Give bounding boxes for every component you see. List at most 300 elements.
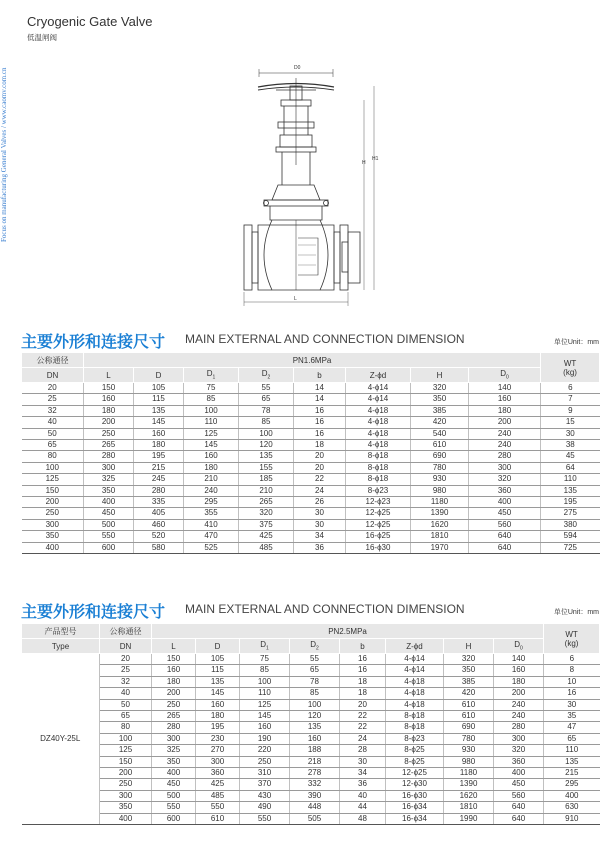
table-cell: 30	[294, 508, 346, 519]
table-cell: 16	[294, 405, 346, 416]
table-cell: 200	[469, 417, 541, 428]
table-cell: 550	[152, 802, 196, 813]
table-cell: 525	[184, 542, 239, 553]
col-d0: $D_0$	[494, 639, 544, 654]
pn-header: PN1.6MPa	[84, 353, 541, 368]
table-cell: 325	[152, 745, 196, 756]
table-cell: 4-ϕ18	[346, 417, 411, 428]
table-cell: 6	[544, 654, 600, 665]
table-cell: 105	[134, 383, 184, 394]
table-cell: 44	[340, 802, 386, 813]
table-cell: 8-ϕ23	[386, 733, 444, 744]
table-cell: 195	[541, 497, 600, 508]
table-cell: 460	[134, 519, 184, 530]
col-l: L	[84, 368, 134, 383]
table-cell: 320	[239, 508, 294, 519]
col-d: D	[196, 639, 240, 654]
table-cell: 75	[240, 654, 290, 665]
table-cell: 135	[544, 756, 600, 767]
table-cell: 100	[290, 699, 340, 710]
col-d0: $D_0$	[469, 368, 541, 383]
table-cell: 240	[469, 428, 541, 439]
table-cell: 16	[294, 428, 346, 439]
table-cell: 110	[184, 417, 239, 428]
table-cell: 55	[290, 654, 340, 665]
table-cell: 34	[294, 531, 346, 542]
dn-en-header: DN	[100, 639, 152, 654]
h-label: H	[362, 160, 366, 166]
table-cell: 4-ϕ18	[386, 699, 444, 710]
table-cell: 265	[239, 497, 294, 508]
table-cell: 180	[184, 462, 239, 473]
table-cell: 16	[294, 417, 346, 428]
table-cell: 320	[469, 474, 541, 485]
table-cell: 490	[240, 802, 290, 813]
table-cell: 245	[134, 474, 184, 485]
table-cell: 420	[411, 417, 469, 428]
table-cell: 240	[184, 485, 239, 496]
table-cell: 8-ϕ18	[386, 722, 444, 733]
table-cell: 300	[196, 756, 240, 767]
table-cell: 40	[100, 688, 152, 699]
table-cell: 278	[290, 768, 340, 779]
table-cell: 78	[239, 405, 294, 416]
table-cell: 335	[134, 497, 184, 508]
table-cell: 180	[134, 440, 184, 451]
table-cell: 215	[134, 462, 184, 473]
table-cell: 145	[240, 711, 290, 722]
table-cell: 160	[240, 722, 290, 733]
dimension-table-pn25	[21, 623, 600, 825]
table-cell: 580	[134, 542, 184, 553]
table-cell: 85	[290, 688, 340, 699]
table-cell: 180	[152, 676, 196, 687]
table-cell: 690	[411, 451, 469, 462]
table-cell: 1970	[411, 542, 469, 553]
table-cell: 150	[22, 485, 84, 496]
table-cell: 600	[152, 813, 196, 824]
table-cell: 350	[22, 531, 84, 542]
table-cell: 36	[340, 779, 386, 790]
table-cell: 450	[152, 779, 196, 790]
table-cell: 100	[240, 676, 290, 687]
table-cell: 448	[290, 802, 340, 813]
col-d: D	[134, 368, 184, 383]
table-cell: 115	[134, 394, 184, 405]
table-cell: 320	[494, 745, 544, 756]
table-row	[22, 665, 600, 676]
type-cell: DZ40Y-25L	[22, 654, 100, 825]
table-cell: 450	[84, 508, 134, 519]
table-cell: 240	[469, 440, 541, 451]
table-cell: 350	[152, 756, 196, 767]
table-cell: 400	[152, 768, 196, 779]
table-cell: 1620	[444, 790, 494, 801]
table-cell: 20	[340, 699, 386, 710]
table-row	[22, 722, 600, 733]
table-row	[22, 711, 600, 722]
table-cell: 980	[444, 756, 494, 767]
table-cell: 430	[240, 790, 290, 801]
table-cell: 100	[239, 428, 294, 439]
table-cell: 630	[544, 802, 600, 813]
table-cell: 35	[544, 711, 600, 722]
table-cell: 200	[152, 688, 196, 699]
table-cell: 14	[294, 383, 346, 394]
table-cell: 295	[544, 779, 600, 790]
table-cell: 120	[239, 440, 294, 451]
col-z: Z-ϕd	[346, 368, 411, 383]
table-cell: 930	[444, 745, 494, 756]
table-cell: 560	[469, 519, 541, 530]
table-cell: 125	[22, 474, 84, 485]
table-row	[22, 474, 600, 485]
table-cell: 425	[196, 779, 240, 790]
table-cell: 40	[340, 790, 386, 801]
table-cell: 910	[544, 813, 600, 824]
table-cell: 4-ϕ18	[346, 440, 411, 451]
table-cell: 540	[411, 428, 469, 439]
table-cell: 210	[184, 474, 239, 485]
table-cell: 22	[294, 474, 346, 485]
table-row	[22, 756, 600, 767]
table-row	[22, 768, 600, 779]
table-cell: 280	[494, 722, 544, 733]
col-h: H	[411, 368, 469, 383]
table-cell: 385	[411, 405, 469, 416]
table-cell: 250	[240, 756, 290, 767]
table-cell: 38	[541, 440, 600, 451]
table-cell: 135	[290, 722, 340, 733]
table-cell: 450	[469, 508, 541, 519]
table-cell: 300	[469, 462, 541, 473]
table-cell: 110	[541, 474, 600, 485]
table-cell: 250	[22, 508, 84, 519]
table-cell: 160	[134, 428, 184, 439]
table-row	[22, 451, 600, 462]
table-cell: 7	[541, 394, 600, 405]
table-cell: 12-ϕ23	[346, 497, 411, 508]
table-cell: 25	[22, 394, 84, 405]
table-cell: 24	[294, 485, 346, 496]
table-cell: 320	[444, 654, 494, 665]
table-cell: 125	[240, 699, 290, 710]
section-title-cn: 主要外形和连接尺寸	[21, 332, 166, 351]
table-cell: 265	[152, 711, 196, 722]
table-cell: 560	[494, 790, 544, 801]
table-cell: 180	[196, 711, 240, 722]
table-cell: 20	[22, 383, 84, 394]
wt-header: WT (kg)	[541, 353, 600, 383]
table-cell: 230	[196, 733, 240, 744]
table-cell: 4-ϕ14	[386, 665, 444, 676]
table-cell: 8-ϕ18	[386, 711, 444, 722]
table-cell: 485	[196, 790, 240, 801]
h1-label: H1	[372, 156, 379, 162]
table-cell: 295	[184, 497, 239, 508]
table-cell: 350	[100, 802, 152, 813]
table-cell: 110	[544, 745, 600, 756]
table-cell: 8-ϕ23	[346, 485, 411, 496]
table-cell: 200	[100, 768, 152, 779]
table-cell: 4-ϕ18	[346, 405, 411, 416]
table-cell: 375	[239, 519, 294, 530]
table-cell: 690	[444, 722, 494, 733]
dimension-table-pn16	[21, 352, 600, 554]
page-title: Cryogenic Gate Valve	[27, 14, 153, 29]
dn-en-header: DN	[22, 368, 84, 383]
table-cell: 780	[444, 733, 494, 744]
table-cell: 75	[184, 383, 239, 394]
col-b: b	[340, 639, 386, 654]
table-cell: 250	[100, 779, 152, 790]
table-cell: 300	[22, 519, 84, 530]
table-cell: 100	[22, 462, 84, 473]
table-cell: 200	[22, 497, 84, 508]
table-cell: 218	[290, 756, 340, 767]
table-row	[22, 383, 600, 394]
table-cell: 360	[196, 768, 240, 779]
table-cell: 270	[196, 745, 240, 756]
table-cell: 64	[541, 462, 600, 473]
table-cell: 195	[134, 451, 184, 462]
table-cell: 28	[340, 745, 386, 756]
table-cell: 410	[184, 519, 239, 530]
table-row	[22, 394, 600, 405]
table-row	[22, 440, 600, 451]
table-row	[22, 428, 600, 439]
table-cell: 18	[340, 676, 386, 687]
table-row	[22, 745, 600, 756]
col-d1: $D_1$	[184, 368, 239, 383]
table-cell: 47	[544, 722, 600, 733]
table-cell: 65	[290, 665, 340, 676]
table-cell: 36	[294, 542, 346, 553]
table-row	[22, 485, 600, 496]
table-cell: 550	[196, 802, 240, 813]
table-cell: 300	[494, 733, 544, 744]
table-cell: 190	[240, 733, 290, 744]
table-cell: 355	[184, 508, 239, 519]
table-cell: 150	[84, 383, 134, 394]
table-cell: 8-ϕ25	[386, 756, 444, 767]
col-d2: $D_2$	[290, 639, 340, 654]
table-cell: 780	[411, 462, 469, 473]
col-b: b	[294, 368, 346, 383]
side-watermark: Focus on manufacturing General Valves / www.caomv.com.cn	[0, 67, 8, 243]
table-cell: 32	[100, 676, 152, 687]
page-subtitle: 低温闸阀	[27, 33, 57, 42]
table-cell: 20	[294, 451, 346, 462]
section-title-en: MAIN EXTERNAL AND CONNECTION DIMENSION	[185, 602, 465, 616]
section-title-cn: 主要外形和连接尺寸	[21, 602, 166, 621]
table-cell: 160	[494, 665, 544, 676]
table-cell: 610	[411, 440, 469, 451]
table-cell: 500	[152, 790, 196, 801]
table-cell: 180	[494, 676, 544, 687]
table-cell: 280	[134, 485, 184, 496]
table-cell: 30	[541, 428, 600, 439]
table-cell: 1180	[411, 497, 469, 508]
table-cell: 30	[340, 756, 386, 767]
table-row	[22, 508, 600, 519]
table-cell: 80	[22, 451, 84, 462]
table-cell: 1990	[444, 813, 494, 824]
table-cell: 135	[239, 451, 294, 462]
wt-header: WT (kg)	[544, 624, 600, 654]
table-cell: 160	[152, 665, 196, 676]
table-cell: 520	[134, 531, 184, 542]
table-cell: 30	[294, 519, 346, 530]
table-row	[22, 519, 600, 530]
table-cell: 105	[196, 654, 240, 665]
table-cell: 1180	[444, 768, 494, 779]
table-cell: 65	[22, 440, 84, 451]
table-cell: 240	[494, 699, 544, 710]
table-cell: 32	[22, 405, 84, 416]
table-cell: 85	[240, 665, 290, 676]
col-d2: $D_2$	[239, 368, 294, 383]
table-cell: 16-ϕ34	[386, 802, 444, 813]
table-row	[22, 790, 600, 801]
table-cell: 12-ϕ30	[386, 779, 444, 790]
table-cell: 145	[134, 417, 184, 428]
table-cell: 160	[290, 733, 340, 744]
table-cell: 200	[494, 688, 544, 699]
table-cell: 1390	[444, 779, 494, 790]
table-cell: 280	[469, 451, 541, 462]
table-cell: 550	[84, 531, 134, 542]
dn-header: 公称通径	[100, 624, 152, 639]
table-cell: 14	[294, 394, 346, 405]
table-cell: 16-ϕ25	[346, 531, 411, 542]
table-cell: 65	[544, 733, 600, 744]
table-cell: 188	[290, 745, 340, 756]
table-cell: 16	[340, 654, 386, 665]
table-cell: 45	[541, 451, 600, 462]
table-cell: 150	[152, 654, 196, 665]
table-cell: 640	[494, 813, 544, 824]
table-row	[22, 699, 600, 710]
table-cell: 300	[100, 790, 152, 801]
table-cell: 8-ϕ18	[346, 451, 411, 462]
table-cell: 610	[444, 711, 494, 722]
table-cell: 135	[196, 676, 240, 687]
table-cell: 980	[411, 485, 469, 496]
table-cell: 4-ϕ18	[346, 428, 411, 439]
table-cell: 15	[541, 417, 600, 428]
table-cell: 135	[541, 485, 600, 496]
table-cell: 640	[469, 531, 541, 542]
table-cell: 505	[290, 813, 340, 824]
table-cell: 18	[340, 688, 386, 699]
table-cell: 425	[239, 531, 294, 542]
table-cell: 550	[240, 813, 290, 824]
table-cell: 300	[152, 733, 196, 744]
table-cell: 265	[84, 440, 134, 451]
table-cell: 12-ϕ25	[346, 519, 411, 530]
table-cell: 250	[84, 428, 134, 439]
table-row	[22, 813, 600, 824]
table-cell: 24	[340, 733, 386, 744]
table-cell: 180	[469, 405, 541, 416]
table-cell: 4-ϕ18	[386, 688, 444, 699]
table-cell: 120	[290, 711, 340, 722]
table-row	[22, 531, 600, 542]
table-cell: 115	[196, 665, 240, 676]
table-cell: 450	[494, 779, 544, 790]
unit-label: 单位Unit：mm	[553, 609, 599, 616]
table-cell: 135	[134, 405, 184, 416]
table-cell: 360	[469, 485, 541, 496]
table-cell: 470	[184, 531, 239, 542]
table-cell: 16-ϕ30	[386, 790, 444, 801]
table-cell: 100	[100, 733, 152, 744]
dn-header: 公称通径	[22, 353, 84, 368]
table-cell: 400	[469, 497, 541, 508]
l-label: L	[294, 296, 297, 302]
pn-header: PN2.5MPa	[152, 624, 544, 639]
table-cell: 16-ϕ30	[346, 542, 411, 553]
table-cell: 8-ϕ18	[346, 462, 411, 473]
table-cell: 370	[240, 779, 290, 790]
table-cell: 100	[184, 405, 239, 416]
table-cell: 50	[22, 428, 84, 439]
table-cell: 12-ϕ25	[386, 768, 444, 779]
type-header: 产品型号	[22, 624, 100, 639]
table-cell: 10	[544, 676, 600, 687]
table-cell: 150	[100, 756, 152, 767]
col-h: H	[444, 639, 494, 654]
table-row	[22, 688, 600, 699]
table-cell: 610	[444, 699, 494, 710]
table-cell: 250	[152, 699, 196, 710]
table-cell: 8-ϕ25	[386, 745, 444, 756]
table-cell: 65	[100, 711, 152, 722]
table-cell: 160	[84, 394, 134, 405]
table-cell: 4-ϕ14	[346, 383, 411, 394]
table-cell: 80	[100, 722, 152, 733]
section-heading-2	[21, 599, 601, 619]
table-cell: 155	[239, 462, 294, 473]
table-cell: 725	[541, 542, 600, 553]
table-cell: 20	[294, 462, 346, 473]
table-cell: 640	[494, 802, 544, 813]
table-cell: 140	[494, 654, 544, 665]
table-cell: 40	[22, 417, 84, 428]
table-cell: 360	[494, 756, 544, 767]
table-cell: 195	[196, 722, 240, 733]
table-cell: 160	[196, 699, 240, 710]
table-cell: 1810	[444, 802, 494, 813]
table-cell: 78	[290, 676, 340, 687]
table-cell: 26	[294, 497, 346, 508]
table-cell: 640	[469, 542, 541, 553]
table-cell: 4-ϕ14	[386, 654, 444, 665]
table-cell: 280	[84, 451, 134, 462]
type-en-header: Type	[22, 639, 100, 654]
table-cell: 400	[22, 542, 84, 553]
table-row	[22, 542, 600, 553]
table-cell: 160	[469, 394, 541, 405]
table-cell: 280	[152, 722, 196, 733]
table-cell: 420	[444, 688, 494, 699]
table-cell: 300	[84, 462, 134, 473]
table-cell: 18	[294, 440, 346, 451]
table-cell: 16-ϕ34	[386, 813, 444, 824]
table-cell: 145	[196, 688, 240, 699]
table-cell: 125	[100, 745, 152, 756]
